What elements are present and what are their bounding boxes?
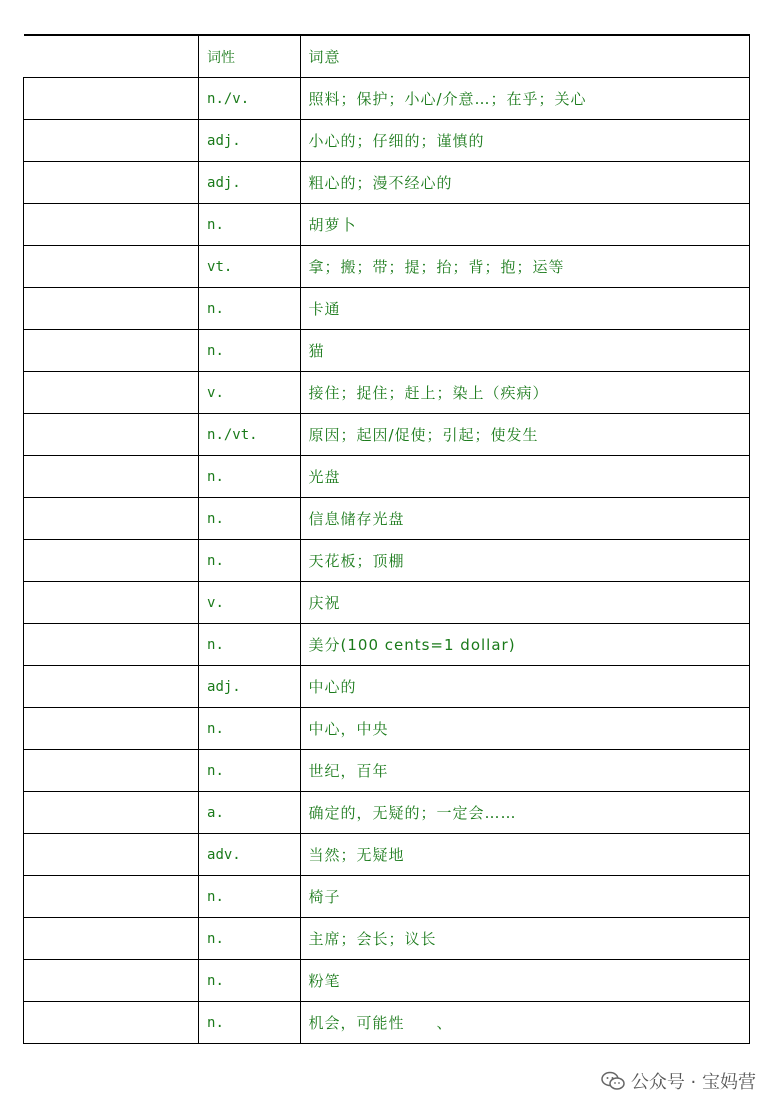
meaning-cell: 原因；起因/促使；引起；使发生 — [300, 414, 750, 456]
word-cell — [24, 708, 199, 750]
table-row — [24, 876, 750, 918]
word-cell — [24, 456, 199, 498]
part-of-speech-cell: n./vt. — [199, 414, 300, 456]
part-of-speech-cell: v. — [199, 372, 300, 414]
part-of-speech-cell: n. — [199, 288, 300, 330]
table-row — [24, 960, 750, 1002]
meaning-cell: 机会，可能性 、 — [300, 1002, 750, 1044]
word-cell — [24, 582, 199, 624]
word-cell — [24, 876, 199, 918]
meaning-cell: 粗心的；漫不经心的 — [300, 162, 750, 204]
table-row — [24, 372, 750, 414]
table-row — [24, 204, 750, 246]
wechat-icon — [601, 1071, 625, 1091]
table-row — [24, 540, 750, 582]
word-cell — [24, 540, 199, 582]
table-row — [24, 792, 750, 834]
meaning-cell: 椅子 — [300, 876, 750, 918]
meaning-cell: 美分(100 cents=1 dollar) — [300, 624, 750, 666]
part-of-speech-cell: n. — [199, 750, 300, 792]
table-row — [24, 918, 750, 960]
word-cell — [24, 624, 199, 666]
table-row — [24, 414, 750, 456]
word-cell — [24, 204, 199, 246]
part-of-speech-cell: a. — [199, 792, 300, 834]
table-row — [24, 582, 750, 624]
table-row — [24, 120, 750, 162]
table-header-row — [24, 35, 750, 78]
header-word — [24, 35, 199, 78]
part-of-speech-cell: v. — [199, 582, 300, 624]
word-cell — [24, 666, 199, 708]
part-of-speech-cell: n. — [199, 204, 300, 246]
meaning-cell: 庆祝 — [300, 582, 750, 624]
part-of-speech-cell: n. — [199, 708, 300, 750]
word-cell — [24, 288, 199, 330]
meaning-cell: 小心的；仔细的；谨慎的 — [300, 120, 750, 162]
word-cell — [24, 960, 199, 1002]
table-row — [24, 330, 750, 372]
word-cell — [24, 834, 199, 876]
table-row — [24, 288, 750, 330]
part-of-speech-cell: adv. — [199, 834, 300, 876]
table-row — [24, 78, 750, 120]
meaning-cell: 猫 — [300, 330, 750, 372]
part-of-speech-cell: n. — [199, 330, 300, 372]
word-cell — [24, 414, 199, 456]
word-cell — [24, 78, 199, 120]
meaning-cell: 胡萝卜 — [300, 204, 750, 246]
meaning-cell: 信息储存光盘 — [300, 498, 750, 540]
part-of-speech-cell: n. — [199, 456, 300, 498]
table-row — [24, 162, 750, 204]
word-cell — [24, 162, 199, 204]
table-body — [24, 35, 750, 1044]
meaning-cell: 照料；保护；小心/介意…；在乎；关心 — [300, 78, 750, 120]
part-of-speech-cell: n. — [199, 918, 300, 960]
part-of-speech-cell: n. — [199, 498, 300, 540]
part-of-speech-cell: vt. — [199, 246, 300, 288]
header-part-of-speech: 词性 — [199, 35, 300, 78]
part-of-speech-cell: adj. — [199, 162, 300, 204]
meaning-cell: 世纪，百年 — [300, 750, 750, 792]
meaning-cell: 卡通 — [300, 288, 750, 330]
meaning-cell: 粉笔 — [300, 960, 750, 1002]
meaning-cell: 接住；捉住；赶上；染上（疾病） — [300, 372, 750, 414]
part-of-speech-cell: n. — [199, 876, 300, 918]
table-row — [24, 750, 750, 792]
meaning-cell: 主席；会长；议长 — [300, 918, 750, 960]
table-row — [24, 708, 750, 750]
word-cell — [24, 246, 199, 288]
table-row — [24, 834, 750, 876]
meaning-cell: 确定的，无疑的；一定会…… — [300, 792, 750, 834]
watermark — [601, 1068, 756, 1094]
part-of-speech-cell: n./v. — [199, 78, 300, 120]
word-cell — [24, 1002, 199, 1044]
part-of-speech-cell: adj. — [199, 666, 300, 708]
vocabulary-table — [23, 34, 750, 1044]
part-of-speech-cell: n. — [199, 1002, 300, 1044]
table-row — [24, 666, 750, 708]
part-of-speech-cell: adj. — [199, 120, 300, 162]
meaning-cell: 中心的 — [300, 666, 750, 708]
meaning-cell: 光盘 — [300, 456, 750, 498]
word-cell — [24, 750, 199, 792]
word-cell — [24, 372, 199, 414]
word-cell — [24, 498, 199, 540]
word-cell — [24, 330, 199, 372]
word-cell — [24, 120, 199, 162]
table-row — [24, 624, 750, 666]
word-cell — [24, 792, 199, 834]
meaning-cell: 中心，中央 — [300, 708, 750, 750]
meaning-cell: 拿；搬；带；提；抬；背；抱；运等 — [300, 246, 750, 288]
meaning-cell: 当然；无疑地 — [300, 834, 750, 876]
watermark-text: 公众号 · 宝妈营 — [630, 1072, 756, 1093]
meaning-cell: 天花板；顶棚 — [300, 540, 750, 582]
table-row — [24, 246, 750, 288]
table-row — [24, 456, 750, 498]
part-of-speech-cell: n. — [199, 540, 300, 582]
word-cell — [24, 918, 199, 960]
table-row — [24, 498, 750, 540]
table-row — [24, 1002, 750, 1044]
part-of-speech-cell: n. — [199, 960, 300, 1002]
part-of-speech-cell: n. — [199, 624, 300, 666]
header-meaning: 词意 — [300, 35, 750, 78]
